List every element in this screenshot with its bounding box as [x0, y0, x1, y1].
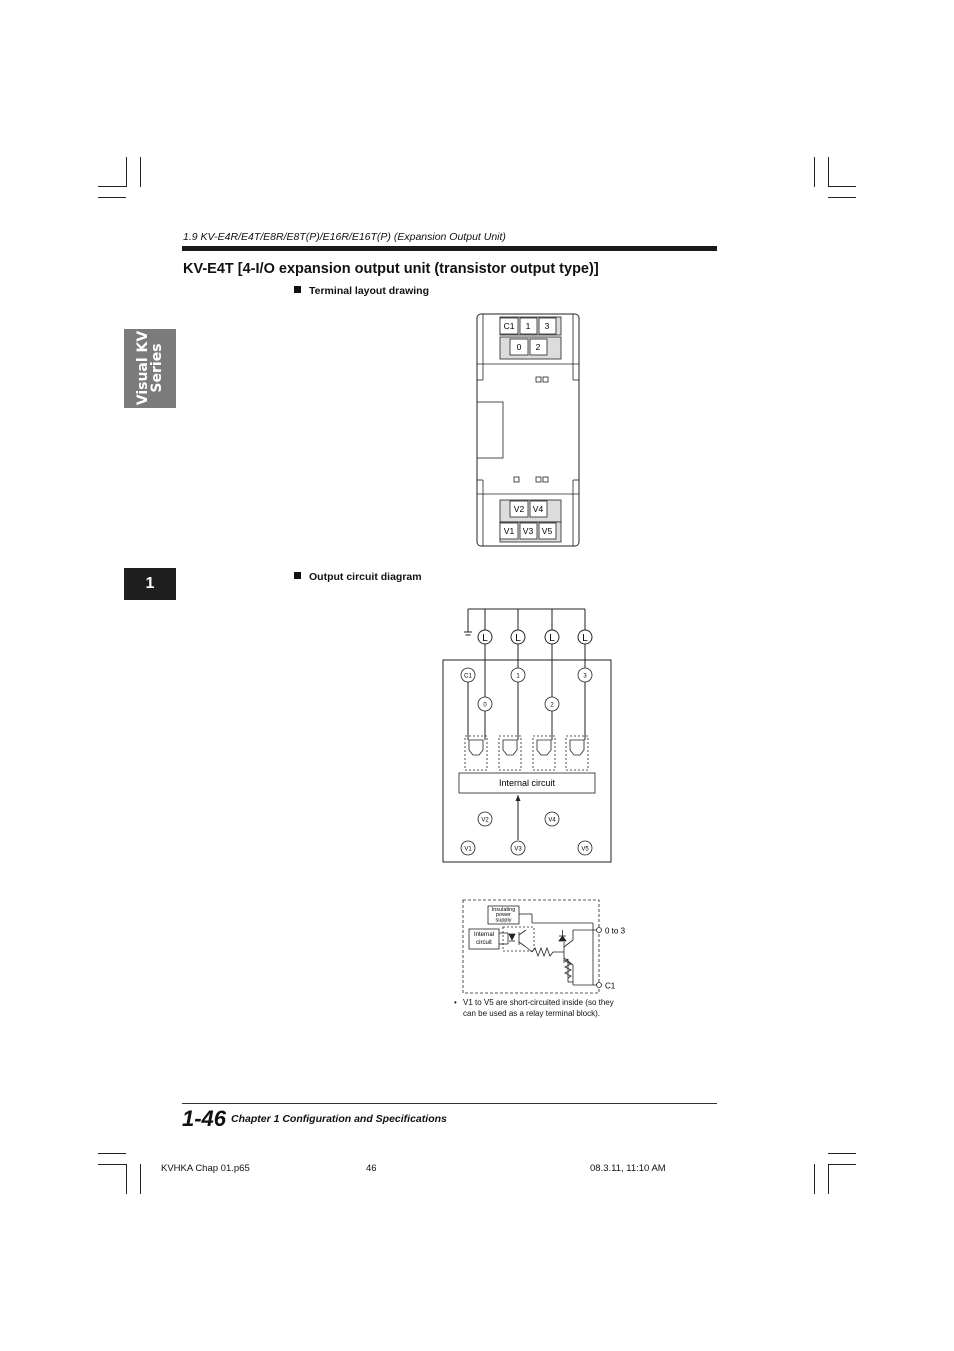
terminal-label: V1 [503, 526, 515, 536]
terminal-label: 1 [525, 321, 531, 331]
load-label: L [515, 633, 521, 644]
side-tab-label [136, 331, 164, 406]
terminal-label: 3 [583, 673, 587, 680]
section-terminal-layout [294, 285, 429, 297]
terminal-label: V3 [514, 846, 522, 853]
chapter-tab: 1 [124, 568, 176, 600]
crop-mark [828, 157, 829, 187]
output-terminal-label: 0 to 3 [605, 926, 626, 936]
load-label: L [549, 633, 555, 644]
breadcrumb: 1.9 KV-E4R/E4T/E8R/E8T(P)/E16R/E16T(P) (Expansion Output Unit) [183, 231, 506, 243]
chapter-label: Chapter 1 Configuration and Specifications [231, 1113, 447, 1125]
crop-mark [814, 157, 815, 187]
terminal-label: 3 [544, 321, 550, 331]
note [454, 998, 614, 1019]
terminal-label: V3 [522, 526, 534, 536]
terminal-label: V5 [581, 846, 589, 853]
crop-mark [828, 1164, 829, 1194]
terminal-label: C1 [503, 321, 515, 331]
side-tab-line1: Visual KV [135, 330, 151, 406]
terminal-label: 0 [516, 342, 522, 352]
note-text: V1 to V5 are short-circuited inside (so they can be used as a relay terminal block). [463, 998, 614, 1018]
common-terminal-label: C1 [605, 981, 616, 991]
crop-mark [98, 197, 126, 198]
transistor-output-schematic [460, 897, 630, 997]
terminal-label: V4 [548, 817, 556, 824]
crop-mark [140, 157, 141, 187]
section-output-circuit-label: Output circuit diagram [309, 571, 422, 583]
insulating-supply-label: power [496, 912, 511, 918]
section-output-circuit [294, 571, 422, 583]
load-label: L [582, 633, 588, 644]
crop-mark [98, 1164, 126, 1165]
crop-mark [98, 186, 126, 187]
terminal-label: V2 [481, 817, 489, 824]
crop-mark [814, 1164, 815, 1194]
output-circuit-diagram [440, 600, 615, 868]
side-tab-line2: Series [149, 343, 165, 393]
terminal-label: C1 [464, 673, 472, 680]
section-terminal-layout-label: Terminal layout drawing [309, 285, 429, 297]
page-title: KV-E4T [4-I/O expansion output unit (transistor output type)] [183, 261, 599, 277]
terminal-label: V2 [513, 504, 525, 514]
terminal-label: 1 [516, 673, 520, 680]
insulating-supply-label: supply [495, 917, 512, 924]
terminal-label: V1 [464, 846, 472, 853]
terminal-layout-drawing [470, 310, 590, 550]
square-bullet-icon [294, 572, 301, 579]
internal-circuit-label: Internal circuit [498, 778, 556, 788]
crop-mark [828, 197, 856, 198]
square-bullet-icon [294, 286, 301, 293]
print-page-number: 46 [366, 1163, 377, 1174]
file-name: KVHKA Chap 01.p65 [161, 1163, 250, 1174]
note-bullet: • [454, 998, 457, 1007]
load-label: L [482, 633, 488, 644]
terminal-label: 2 [550, 702, 554, 709]
crop-mark [98, 1153, 126, 1154]
crop-mark [126, 157, 127, 187]
terminal-label: 0 [483, 702, 487, 709]
crop-mark [126, 1164, 127, 1194]
crop-mark [828, 186, 856, 187]
crop-mark [140, 1164, 141, 1194]
terminal-label: V5 [541, 526, 553, 536]
internal-circuit-small-label: circuit [476, 940, 492, 946]
print-timestamp: 08.3.11, 11:10 AM [590, 1163, 666, 1174]
header-rule [182, 246, 717, 251]
insulating-supply-label: Insulating [491, 907, 516, 913]
crop-mark [828, 1164, 856, 1165]
terminal-label: 2 [535, 342, 541, 352]
terminal-label: V4 [532, 504, 544, 514]
internal-circuit-small-label: Internal [473, 932, 495, 938]
footer-rule [182, 1103, 717, 1104]
side-tab [124, 329, 176, 408]
page-number: 1-46 [182, 1106, 227, 1131]
crop-mark [828, 1153, 856, 1154]
